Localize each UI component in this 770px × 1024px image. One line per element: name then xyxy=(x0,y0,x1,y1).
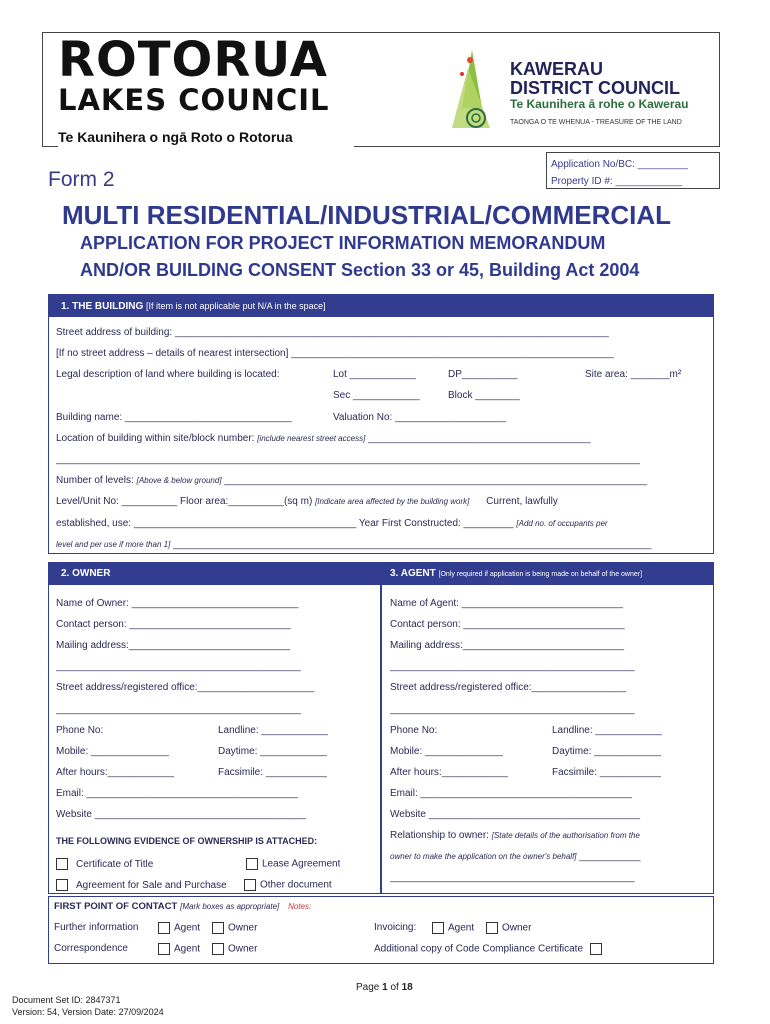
sale-purchase-option[interactable] xyxy=(56,879,227,891)
building-section-header xyxy=(49,295,713,317)
unit-floor-note: [Indicate area affected by the building work] xyxy=(315,497,470,506)
agent-contact-field[interactable]: Contact person: _____________________________ xyxy=(390,619,625,630)
relationship-field[interactable] xyxy=(390,830,708,841)
agent-heading: 3. AGENT xyxy=(390,568,436,579)
agent-daytime-field[interactable]: Daytime: ____________ xyxy=(552,746,661,757)
levels-field[interactable] xyxy=(56,475,706,486)
unit-floor-field[interactable] xyxy=(56,496,706,507)
block-field[interactable]: Block ________ xyxy=(448,390,520,401)
correspondence-agent-checkbox[interactable] xyxy=(158,943,170,955)
levels-label: Number of levels: xyxy=(56,475,134,486)
relationship-line[interactable]: ___________ xyxy=(579,851,641,862)
owner-after-hours-field[interactable]: After hours:____________ xyxy=(56,767,175,778)
owner-facsimile-field[interactable]: Facsimile: ___________ xyxy=(218,767,327,778)
established-use-label[interactable]: established, use: ________________________________________ Year First Constructed: _________ xyxy=(56,518,514,529)
occupants-field[interactable] xyxy=(56,539,706,550)
location-note: [include nearest street access] xyxy=(257,434,366,443)
page-of-label: of xyxy=(387,982,402,993)
ownership-evidence-heading: THE FOLLOWING EVIDENCE OF OWNERSHIP IS ATTACHED: xyxy=(56,836,318,846)
owner-street-line[interactable]: ____________________________________________ xyxy=(56,704,301,715)
agent-section-header xyxy=(382,563,713,585)
relationship-note: [State details of the authorisation from the xyxy=(491,831,640,840)
site-area-field[interactable]: Site area: _______m² xyxy=(585,369,682,380)
owner-daytime-field[interactable]: Daytime: ____________ xyxy=(218,746,327,757)
agent-mobile-field[interactable]: Mobile: ______________ xyxy=(390,746,503,757)
kawerau-title-2: DISTRICT COUNCIL xyxy=(510,78,680,98)
invoicing-owner-checkbox[interactable] xyxy=(486,922,498,934)
certificate-of-title-checkbox[interactable] xyxy=(56,858,68,870)
relationship-note-2: owner to make the application on the owner's behalf] xyxy=(390,852,577,861)
current-use-label: Current, lawfully xyxy=(486,496,558,507)
additional-copy-checkbox[interactable] xyxy=(590,943,602,955)
relationship-blank-line[interactable]: ____________________________________________ xyxy=(390,872,635,883)
building-heading-note: [If item is not applicable put N/A in the space] xyxy=(146,301,326,311)
owner-heading: 2. OWNER xyxy=(61,568,111,579)
page-subtitle-1: APPLICATION FOR PROJECT INFORMATION MEMORANDUM xyxy=(80,233,606,253)
page-number xyxy=(356,982,413,993)
agent-landline-field[interactable]: Landline: ____________ xyxy=(552,725,663,736)
building-heading: 1. THE BUILDING xyxy=(61,301,144,312)
contact-heading-row xyxy=(54,901,311,912)
agent-email-field[interactable]: Email: ______________________________________ xyxy=(390,788,632,799)
further-info-owner-checkbox[interactable] xyxy=(212,922,224,934)
correspondence-owner-option[interactable] xyxy=(212,943,257,955)
levels-line[interactable]: ____________________________________________________________________________ xyxy=(224,475,648,486)
form-label: Form 2 xyxy=(48,168,115,191)
building-name-field[interactable]: Building name: ______________________________ xyxy=(56,412,292,423)
kawerau-logo-icon xyxy=(440,48,504,138)
correspondence-label: Correspondence xyxy=(54,943,128,954)
kawerau-tagline: TAONGA O TE WHENUA - TREASURE OF THE LAND xyxy=(510,119,682,126)
agent-name-field[interactable]: Name of Agent: _____________________________ xyxy=(390,598,623,609)
unit-floor-label[interactable]: Level/Unit No: __________ Floor area:__________(sq m) xyxy=(56,496,313,507)
relationship-field-2[interactable] xyxy=(390,851,708,862)
correspondence-owner-checkbox[interactable] xyxy=(212,943,224,955)
version-info: Version: 54, Version Date: 27/09/2024 xyxy=(12,1007,164,1017)
levels-note: [Above & below ground] xyxy=(136,476,222,485)
owner-phone-label: Phone No: xyxy=(56,725,104,736)
kawerau-title-1: KAWERAU xyxy=(510,59,603,79)
page-title: MULTI RESIDENTIAL/INDUSTRIAL/COMMERCIAL xyxy=(62,200,672,230)
owner-email-field[interactable]: Email: ______________________________________ xyxy=(56,788,298,799)
application-number-field[interactable]: Application No/BC: _________ xyxy=(551,159,688,170)
owner-name-field[interactable]: Name of Owner: ______________________________ xyxy=(56,598,299,609)
occupants-note: [Add no. of occupants per xyxy=(516,519,608,528)
kawerau-maori-name: Te Kaunihera ā rohe o Kawerau xyxy=(510,97,689,111)
document-set-id: Document Set ID: 2847371 xyxy=(12,995,121,1005)
dp-field[interactable]: DP__________ xyxy=(448,369,518,380)
further-information-label: Further information xyxy=(54,922,139,933)
occupants-line[interactable]: ______________________________________________________________________________________ xyxy=(173,539,652,550)
lease-agreement-label: Lease Agreement xyxy=(262,858,341,870)
relationship-label: Relationship to owner: xyxy=(390,830,489,841)
sale-purchase-label: Agreement for Sale and Purchase xyxy=(76,879,227,891)
page-label: Page xyxy=(356,982,383,993)
established-use-field[interactable] xyxy=(56,518,706,529)
agent-street-field[interactable]: Street address/registered office:_________________ xyxy=(390,682,627,693)
agent-mailing-line[interactable]: ____________________________________________ xyxy=(390,661,635,672)
owner-section-header xyxy=(49,563,380,585)
sale-purchase-checkbox[interactable] xyxy=(56,879,68,891)
invoicing-owner-label: Owner xyxy=(502,922,532,934)
sec-field[interactable]: Sec ____________ xyxy=(333,390,420,401)
location-label: Location of building within site/block number: xyxy=(56,433,255,444)
agent-facsimile-field[interactable]: Facsimile: ___________ xyxy=(552,767,661,778)
owner-mailing-field[interactable]: Mailing address:_____________________________ xyxy=(56,640,291,651)
page-subtitle-2: AND/OR BUILDING CONSENT Section 33 or 45, Building Act 2004 xyxy=(80,260,640,280)
further-info-agent-checkbox[interactable] xyxy=(158,922,170,934)
agent-street-line[interactable]: ____________________________________________ xyxy=(390,704,635,715)
further-info-agent-label: Agent xyxy=(174,922,201,934)
correspondence-agent-label: Agent xyxy=(174,943,201,955)
property-id-field[interactable]: Property ID #: ____________ xyxy=(551,176,683,187)
invoicing-agent-checkbox[interactable] xyxy=(432,922,444,934)
occupants-note-2: level and per use if more than 1] xyxy=(56,540,171,549)
location-blank-line[interactable]: _________________________________________________________________________________________________________ xyxy=(56,454,640,465)
location-field[interactable] xyxy=(56,433,706,444)
further-info-owner-label: Owner xyxy=(228,922,258,934)
nearest-intersection-field[interactable]: [If no street address – details of nearest intersection] __________________________________________________________ xyxy=(56,348,614,359)
further-info-owner-option[interactable] xyxy=(212,922,257,934)
lease-agreement-option[interactable] xyxy=(246,858,340,870)
invoicing-label: Invoicing: xyxy=(374,922,417,933)
lakes-council-title: LAKES COUNCIL xyxy=(58,83,330,117)
owner-mailing-line[interactable]: ____________________________________________ xyxy=(56,661,301,672)
correspondence-agent-option[interactable] xyxy=(158,943,200,955)
invoicing-owner-option[interactable] xyxy=(486,922,531,934)
agent-after-hours-field[interactable]: After hours:____________ xyxy=(390,767,509,778)
owner-website-field[interactable]: Website ______________________________________ xyxy=(56,809,307,820)
rotorua-title: ROTORUA xyxy=(58,32,328,88)
invoicing-agent-option[interactable] xyxy=(432,922,474,934)
valuation-number-field[interactable]: Valuation No: ____________________ xyxy=(333,412,507,423)
owner-landline-field[interactable]: Landline: ____________ xyxy=(218,725,329,736)
owner-contact-field[interactable]: Contact person: _____________________________ xyxy=(56,619,291,630)
page-total: 18 xyxy=(401,982,413,993)
owner-street-field[interactable]: Street address/registered office:_____________________ xyxy=(56,682,315,693)
additional-copy-label: Additional copy of Code Compliance Certificate xyxy=(374,943,583,955)
additional-copy-option[interactable] xyxy=(374,943,606,955)
lot-field[interactable]: Lot ____________ xyxy=(333,369,417,380)
application-number-box[interactable] xyxy=(546,152,720,189)
correspondence-owner-label: Owner xyxy=(228,943,258,955)
contact-heading-note: [Mark boxes as appropriate] xyxy=(180,902,280,911)
invoicing-agent-label: Agent xyxy=(448,922,475,934)
agent-website-field[interactable]: Website ______________________________________ xyxy=(390,809,641,820)
agent-mailing-field[interactable]: Mailing address:_____________________________ xyxy=(390,640,625,651)
other-document-label: Other document xyxy=(260,879,332,891)
other-document-option[interactable] xyxy=(244,879,332,891)
other-document-checkbox[interactable] xyxy=(244,879,256,891)
lease-agreement-checkbox[interactable] xyxy=(246,858,258,870)
contact-heading: FIRST POINT OF CONTACT xyxy=(54,901,178,912)
agent-phone-label: Phone No: xyxy=(390,725,438,736)
certificate-of-title-label: Certificate of Title xyxy=(76,858,154,870)
location-line[interactable]: ________________________________________ xyxy=(368,433,591,444)
agent-heading-note: [Only required if application is being made on behalf of the owner] xyxy=(438,571,643,578)
rotorua-maori-name: Te Kaunihera o ngā Roto o Rotorua xyxy=(58,127,354,147)
owner-mobile-field[interactable]: Mobile: ______________ xyxy=(56,746,169,757)
certificate-of-title-option[interactable] xyxy=(56,858,153,870)
legal-description-label: Legal description of land where building is located: xyxy=(56,369,280,380)
contact-notes-label: Notes: xyxy=(288,902,312,911)
further-info-agent-option[interactable] xyxy=(158,922,200,934)
page-current: 1 xyxy=(382,982,388,993)
building-street-field[interactable]: Street address of building: ______________________________________________________________________________ xyxy=(56,327,609,338)
